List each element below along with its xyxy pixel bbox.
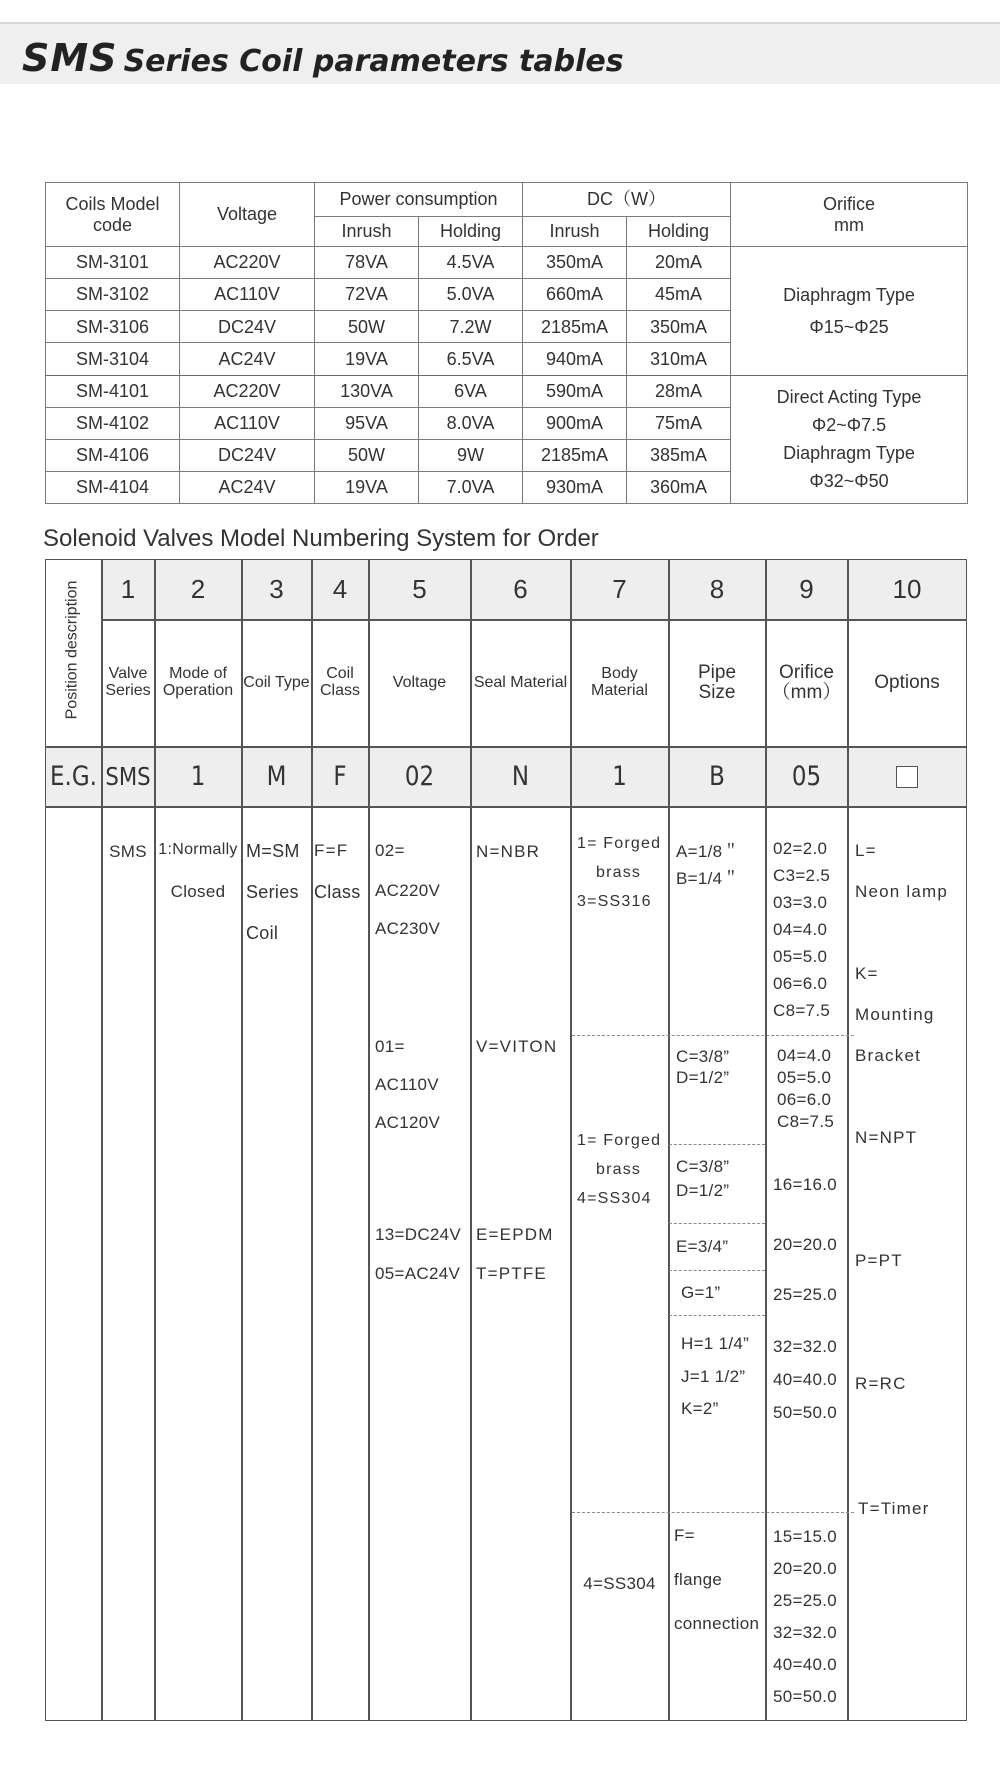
cell-power-inrush: 72VA bbox=[315, 279, 419, 311]
col9-entry: 03=3.0 bbox=[773, 893, 828, 912]
page-title-series: SMS bbox=[22, 36, 118, 80]
example-valve-series: SMS bbox=[105, 762, 151, 791]
cell-voltage: AC24V bbox=[180, 471, 315, 503]
header-dc-inrush: Inrush bbox=[523, 217, 627, 247]
col8-entry: H=1 1/4” bbox=[681, 1334, 750, 1353]
cell-dc-inrush: 930mA bbox=[523, 471, 627, 503]
example-pipe-size: B bbox=[709, 761, 725, 792]
cell-dc-inrush: 590mA bbox=[523, 375, 627, 407]
table-row bbox=[46, 375, 968, 407]
col9-entry: 32=32.0 bbox=[773, 1623, 838, 1642]
col8-entry: C=3/8” bbox=[676, 1157, 730, 1176]
cell-dc-holding: 75mA bbox=[627, 407, 731, 439]
col8-entry: K=2” bbox=[681, 1399, 719, 1418]
cell-power-holding: 9W bbox=[419, 439, 523, 471]
cell-dc-holding: 20mA bbox=[627, 247, 731, 279]
col9-entry: 20=20.0 bbox=[773, 1235, 838, 1254]
col9-entry: C3=2.5 bbox=[773, 866, 831, 885]
cell-power-holding: 6.5VA bbox=[419, 343, 523, 375]
col9-entry: 50=50.0 bbox=[773, 1403, 838, 1422]
col8-entry: A=1/8＂ bbox=[676, 842, 740, 861]
position-3: 3 bbox=[269, 574, 284, 604]
header-orifice-line2: mm bbox=[834, 214, 864, 235]
cell-voltage: AC220V bbox=[180, 375, 315, 407]
col8-entry: D=1/2” bbox=[676, 1181, 730, 1200]
cell-power-holding: 5.0VA bbox=[419, 279, 523, 311]
col8-entry: connection bbox=[674, 1614, 760, 1633]
label-orifice: Orifice （mm） bbox=[771, 662, 842, 703]
label-coil-type: Coil Type bbox=[243, 673, 310, 691]
cell-power-holding: 8.0VA bbox=[419, 407, 523, 439]
cell-dc-holding: 350mA bbox=[627, 311, 731, 343]
orifice-type: Diaphragm Type bbox=[783, 284, 915, 305]
cell-dc-holding: 385mA bbox=[627, 439, 731, 471]
position-5: 5 bbox=[412, 574, 427, 604]
col8-entry: J=1 1/2” bbox=[681, 1367, 746, 1386]
option-checkbox[interactable] bbox=[896, 766, 918, 788]
col10-entry: Bracket bbox=[855, 1046, 922, 1065]
example-orifice: 05 bbox=[791, 761, 822, 792]
example-coil-class: F bbox=[333, 761, 347, 792]
cell-power-holding: 7.0VA bbox=[419, 471, 523, 503]
page-title bbox=[22, 36, 624, 80]
header-orifice bbox=[731, 183, 968, 247]
col9-entry: 40=40.0 bbox=[773, 1370, 838, 1389]
cell-model: SM-4106 bbox=[46, 439, 180, 471]
col9-entry: 15=15.0 bbox=[773, 1527, 838, 1546]
cell-dc-holding: 45mA bbox=[627, 279, 731, 311]
col9-entry: 50=50.0 bbox=[773, 1687, 838, 1706]
col9-entry: 06=6.0 bbox=[777, 1090, 832, 1109]
col4-entry: Class bbox=[314, 882, 361, 902]
col8-entry: B=1/4＂ bbox=[676, 869, 740, 888]
orifice-type: Diaphragm Type bbox=[783, 443, 915, 464]
col8-entry: E=3/4” bbox=[676, 1237, 729, 1256]
col5-entry: AC110V bbox=[375, 1075, 439, 1094]
dashed-divider bbox=[669, 1315, 765, 1316]
cell-power-holding: 6VA bbox=[419, 375, 523, 407]
label-coil-class: Coil Class bbox=[319, 665, 360, 699]
cell-voltage: AC24V bbox=[180, 343, 315, 375]
cell-power-holding: 4.5VA bbox=[419, 247, 523, 279]
col9-entry: 20=20.0 bbox=[773, 1559, 838, 1578]
cell-voltage: AC220V bbox=[180, 247, 315, 279]
cell-power-inrush: 95VA bbox=[315, 407, 419, 439]
position-1: 1 bbox=[120, 574, 136, 604]
position-2: 2 bbox=[190, 574, 206, 604]
cell-power-inrush: 19VA bbox=[315, 471, 419, 503]
header-power-holding: Holding bbox=[419, 217, 523, 247]
col7-entry: 4=SS304 bbox=[577, 1190, 652, 1207]
col7-entry: 4=SS304 bbox=[583, 1574, 656, 1593]
col8-entry: G=1” bbox=[681, 1283, 721, 1302]
col6-entry: V=VITON bbox=[476, 1037, 558, 1056]
col4-entry: F=F bbox=[314, 841, 349, 860]
col9-entry: 02=2.0 bbox=[773, 839, 828, 858]
col9-entry: 04=4.0 bbox=[777, 1046, 832, 1065]
cell-model: SM-4104 bbox=[46, 471, 180, 503]
col7-entry: 1= Forged bbox=[577, 1132, 662, 1149]
col5-entry: AC230V bbox=[375, 919, 441, 938]
example-voltage: 02 bbox=[404, 761, 435, 792]
position-4: 4 bbox=[332, 574, 348, 604]
cell-dc-holding: 310mA bbox=[627, 343, 731, 375]
page-title-text: Series Coil parameters tables bbox=[123, 44, 624, 79]
col6-entry: T=PTFE bbox=[476, 1264, 547, 1283]
cell-power-inrush: 130VA bbox=[315, 375, 419, 407]
position-7: 7 bbox=[612, 574, 627, 604]
position-description-text: Position description bbox=[63, 580, 80, 720]
col9-entry: 25=25.0 bbox=[773, 1591, 838, 1610]
col7-entry: 3=SS316 bbox=[577, 893, 652, 910]
cell-model: SM-3101 bbox=[46, 247, 180, 279]
header-power-inrush: Inrush bbox=[315, 217, 419, 247]
label-options: Options bbox=[874, 672, 940, 694]
cell-dc-inrush: 660mA bbox=[523, 279, 627, 311]
orifice-group-direct-acting bbox=[731, 375, 968, 503]
orifice-range: Φ2~Φ7.5 bbox=[811, 415, 887, 436]
col10-entry: P=PT bbox=[855, 1251, 903, 1270]
col8-entry: D=1/2” bbox=[676, 1068, 730, 1087]
position-6: 6 bbox=[513, 574, 528, 604]
cell-power-holding: 7.2W bbox=[419, 311, 523, 343]
cell-voltage: DC24V bbox=[180, 311, 315, 343]
col5-entry: 05=AC24V bbox=[375, 1264, 461, 1283]
col10-entry: T=Timer bbox=[855, 1500, 933, 1517]
dashed-divider bbox=[669, 1223, 765, 1224]
col9-entry: 06=6.0 bbox=[773, 974, 828, 993]
position-9: 9 bbox=[799, 574, 814, 604]
cell-power-inrush: 78VA bbox=[315, 247, 419, 279]
col10-entry: K= bbox=[855, 964, 879, 983]
col9-entry: 05=5.0 bbox=[777, 1068, 832, 1087]
cell-power-inrush: 19VA bbox=[315, 343, 419, 375]
cell-power-inrush: 50W bbox=[315, 311, 419, 343]
header-model-code: Coils Model code bbox=[46, 183, 180, 247]
col9-entry: C8=7.5 bbox=[777, 1112, 835, 1131]
col10-entry: L= bbox=[855, 841, 877, 860]
orifice-type: Direct Acting Type bbox=[776, 387, 922, 408]
cell-dc-inrush: 940mA bbox=[523, 343, 627, 375]
cell-model: SM-4101 bbox=[46, 375, 180, 407]
orifice-group-diaphragm bbox=[731, 247, 968, 375]
header-voltage: Voltage bbox=[180, 183, 315, 247]
col8-entry: C=3/8” bbox=[676, 1047, 730, 1066]
dashed-divider bbox=[572, 1035, 854, 1036]
col6-entry: N=NBR bbox=[476, 842, 541, 861]
label-seal-material: Seal Material bbox=[473, 673, 568, 691]
cell-model: SM-3106 bbox=[46, 311, 180, 343]
label-pipe-size: Pipe Size bbox=[697, 662, 737, 703]
header-dc-holding: Holding bbox=[627, 217, 731, 247]
col3-entry: Series bbox=[246, 882, 299, 902]
table-row bbox=[46, 247, 968, 279]
col1-entry: SMS bbox=[109, 842, 147, 861]
label-voltage: Voltage bbox=[392, 673, 447, 691]
position-10: 10 bbox=[892, 574, 922, 604]
rule bbox=[46, 806, 966, 808]
col10-entry: Mounting bbox=[855, 1005, 935, 1024]
example-seal: N bbox=[511, 761, 530, 792]
col6-entry: E=EPDM bbox=[476, 1225, 554, 1244]
dashed-divider bbox=[669, 1144, 765, 1145]
numbering-system-title: Solenoid Valves Model Numbering System for Order bbox=[43, 525, 599, 552]
col8-entry: flange bbox=[674, 1570, 723, 1589]
example-label: E.G. bbox=[50, 761, 97, 792]
col2-entry: Closed bbox=[170, 882, 226, 901]
col9-entry: 04=4.0 bbox=[773, 920, 828, 939]
cell-dc-holding: 28mA bbox=[627, 375, 731, 407]
cell-dc-inrush: 900mA bbox=[523, 407, 627, 439]
col7-entry: 1= Forged bbox=[577, 835, 662, 852]
dashed-divider bbox=[572, 1512, 854, 1513]
col5-entry: 02= bbox=[375, 841, 405, 860]
numbering-system-table bbox=[45, 559, 967, 1721]
col9-entry: C8=7.5 bbox=[773, 1001, 831, 1020]
example-body: 1 bbox=[612, 761, 627, 792]
col9-entry: 40=40.0 bbox=[773, 1655, 838, 1674]
cell-model: SM-3104 bbox=[46, 343, 180, 375]
col5-entry: 01= bbox=[375, 1037, 405, 1056]
cell-voltage: DC24V bbox=[180, 439, 315, 471]
header-power-consumption: Power consumption bbox=[315, 183, 523, 217]
col7-entry: brass bbox=[596, 864, 642, 881]
header-orifice-line1: Orifice bbox=[822, 193, 875, 214]
orifice-range: Φ15~Φ25 bbox=[809, 316, 889, 337]
label-valve-series: Valve Series bbox=[105, 665, 151, 699]
cell-dc-inrush: 350mA bbox=[523, 247, 627, 279]
col2-entry: 1:Normally bbox=[158, 841, 238, 858]
cell-model: SM-4102 bbox=[46, 407, 180, 439]
dashed-divider bbox=[669, 1270, 765, 1271]
col7-entry: brass bbox=[596, 1161, 642, 1178]
col10-entry: Neon lamp bbox=[855, 882, 949, 901]
coil-parameters-table bbox=[45, 182, 968, 504]
col3-entry: M=SM bbox=[246, 841, 300, 861]
cell-dc-inrush: 2185mA bbox=[523, 439, 627, 471]
col5-entry: AC120V bbox=[375, 1113, 441, 1132]
col9-entry: 05=5.0 bbox=[773, 947, 828, 966]
position-description-label bbox=[50, 566, 94, 734]
orifice-range: Φ32~Φ50 bbox=[809, 471, 889, 492]
position-8: 8 bbox=[709, 574, 725, 604]
col10-entry: R=RC bbox=[855, 1374, 907, 1393]
cell-model: SM-3102 bbox=[46, 279, 180, 311]
col3-entry: Coil bbox=[246, 923, 279, 943]
col5-entry: AC220V bbox=[375, 881, 441, 900]
col9-entry: 25=25.0 bbox=[773, 1285, 838, 1304]
label-mode-of-operation: Mode of Operation bbox=[162, 665, 234, 699]
cell-voltage: AC110V bbox=[180, 279, 315, 311]
example-options bbox=[848, 747, 966, 806]
cell-dc-holding: 360mA bbox=[627, 471, 731, 503]
example-coil-type: M bbox=[266, 761, 287, 792]
col5-entry: 13=DC24V bbox=[375, 1225, 462, 1244]
col10-entry: N=NPT bbox=[855, 1128, 918, 1147]
col9-entry: 16=16.0 bbox=[773, 1175, 838, 1194]
label-body-material: Body Material bbox=[591, 665, 648, 699]
col9-entry: 32=32.0 bbox=[773, 1337, 838, 1356]
col8-entry: F= bbox=[674, 1526, 695, 1545]
cell-dc-inrush: 2185mA bbox=[523, 311, 627, 343]
header-dc: DC（W） bbox=[523, 183, 731, 217]
cell-power-inrush: 50W bbox=[315, 439, 419, 471]
example-mode: 1 bbox=[190, 761, 206, 792]
cell-voltage: AC110V bbox=[180, 407, 315, 439]
